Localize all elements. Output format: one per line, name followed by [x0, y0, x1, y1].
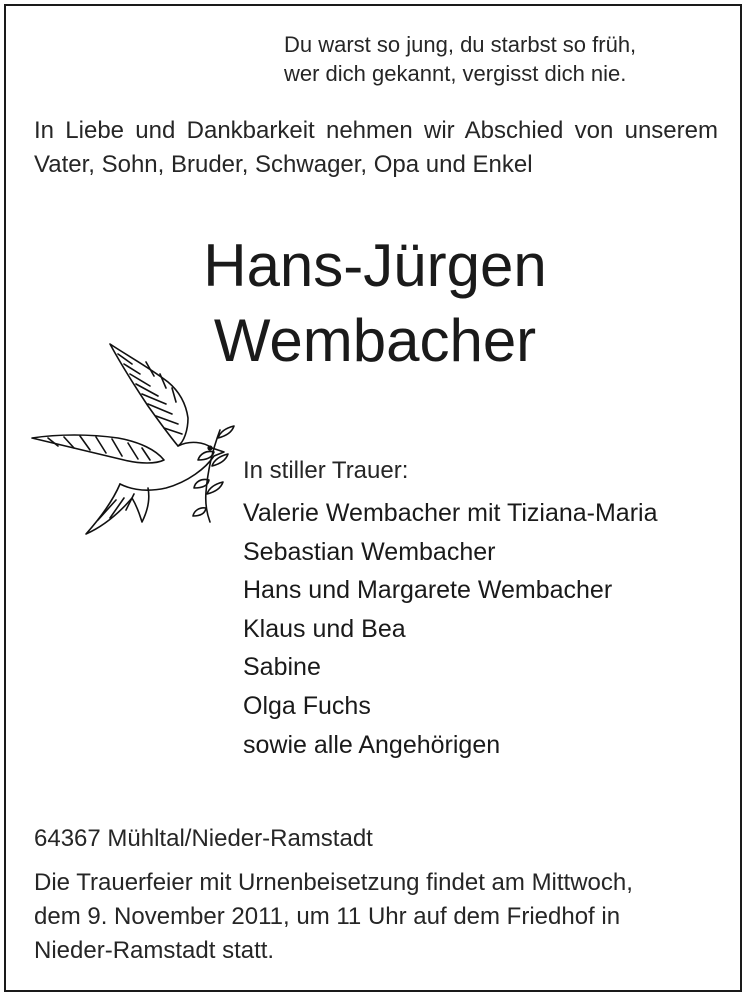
memorial-verse: [284, 30, 714, 88]
service-line-2: dem 9. November 2011, um 11 Uhr auf dem Friedhof in: [34, 903, 621, 930]
mourner-name: Valerie Wembacher mit Tiziana-Maria: [243, 499, 658, 527]
verse-line-2: wer dich gekannt, vergisst dich nie.: [284, 61, 627, 86]
mourner-name: Olga Fuchs: [243, 691, 371, 720]
verse-line-1: Du warst so jung, du starbst so früh,: [284, 32, 637, 57]
service-line-1: Die Trauerfeier mit Urnenbeisetzung findet am Mittwoch,: [34, 869, 633, 896]
mourner-name: Sebastian Wembacher: [243, 537, 496, 566]
mourner-name: Klaus und Bea: [243, 614, 406, 643]
deceased-first-name: Hans-Jürgen: [203, 232, 547, 299]
mourners-list: [243, 494, 658, 764]
mourning-heading: In stiller Trauer:: [243, 457, 409, 484]
dove-with-olive-branch-icon: [28, 342, 238, 542]
mourner-name: sowie alle Angehörigen: [243, 730, 501, 759]
intro-text: In Liebe und Dankbarkeit nehmen wir Abschied von unserem Vater, Sohn, Bruder, Schwager, Opa und Enkel: [34, 117, 718, 178]
deceased-last-name: Wembacher: [213, 307, 537, 374]
mourner-name: Hans und Margarete Wembacher: [243, 576, 613, 605]
address-line: 64367 Mühltal/Nieder-Ramstadt: [34, 825, 373, 852]
funeral-service-info: [34, 866, 724, 968]
mourner-name: Sabine: [243, 653, 321, 682]
service-line-3: Nieder-Ramstadt statt.: [34, 937, 275, 964]
